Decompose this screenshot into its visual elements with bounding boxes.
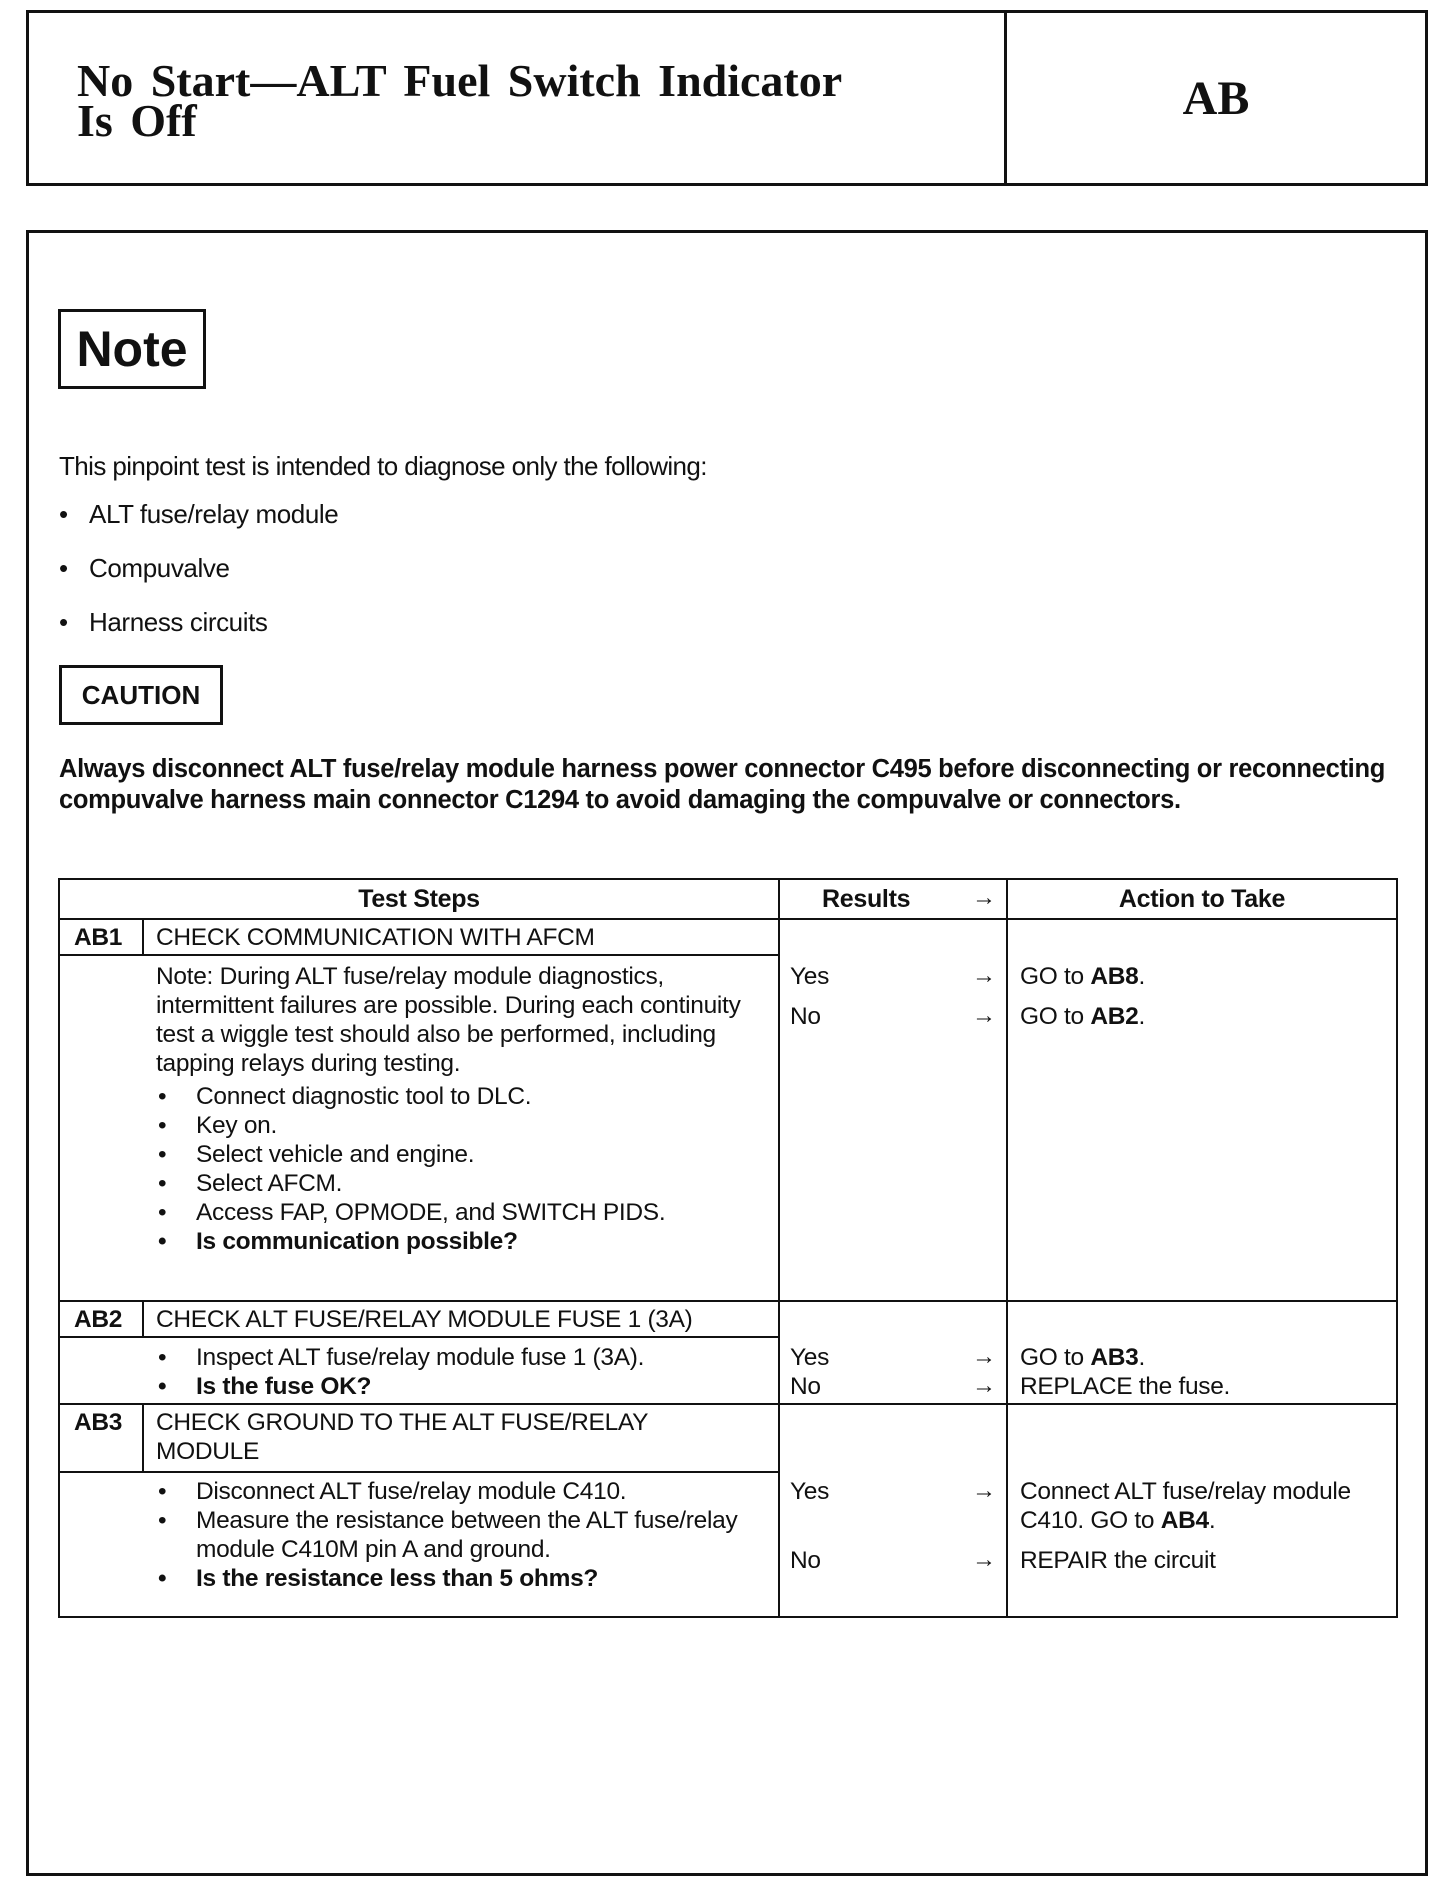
action-text: GO to AB8. [1020, 963, 1146, 990]
result-value: No [790, 1373, 821, 1400]
list-item: • Inspect ALT fuse/relay module fuse 1 (3A). [156, 1343, 756, 1372]
result-value: No [790, 1547, 821, 1574]
test-code: AB [1182, 71, 1250, 125]
arrow-icon: → [972, 1546, 996, 1573]
list-item: • Access FAP, OPMODE, and SWITCH PIDS. [156, 1198, 756, 1227]
divider [60, 1336, 778, 1338]
action-text: GO to AB3. [1020, 1344, 1146, 1371]
divider [60, 1403, 1396, 1405]
divider [60, 918, 1396, 920]
content-panel [26, 230, 1428, 1876]
list-item: • ALT fuse/relay module [59, 499, 339, 529]
step-body [156, 1343, 756, 1401]
page-title-line1: No Start—ALT Fuel Switch Indicator [77, 55, 843, 106]
step-title: CHECK ALT FUSE/RELAY MODULE FUSE 1 (3A) [156, 1306, 693, 1333]
result-value: Yes [790, 963, 830, 990]
page-header [26, 10, 1428, 186]
list-item: • Connect diagnostic tool to DLC. [156, 1082, 756, 1111]
test-steps-table [58, 878, 1398, 1618]
divider [142, 918, 144, 954]
page-title [29, 13, 1007, 183]
action-text: GO to AB2. [1020, 1003, 1146, 1030]
list-item: • Select vehicle and engine. [156, 1140, 756, 1169]
divider [778, 880, 780, 1616]
action-text: REPLACE the fuse. [1020, 1373, 1231, 1400]
step-body [156, 962, 756, 1256]
step-question: • Is the resistance less than 5 ohms? [156, 1564, 756, 1593]
result-value: No [790, 1003, 821, 1030]
divider [142, 1300, 144, 1336]
arrow-icon: → [972, 1002, 996, 1029]
action-text: REPAIR the circuit [1020, 1547, 1216, 1574]
arrow-icon: → [972, 1343, 996, 1370]
note-label: Note [58, 309, 206, 389]
caution-text: Always disconnect ALT fuse/relay module harness power connector C495 before disconnecting or reconnecting compuvalve harness main connector C1294 to avoid damaging the compuvalve or connectors. [59, 755, 1385, 814]
list-item: • Compuvalve [59, 553, 230, 583]
step-title: CHECK GROUND TO THE ALT FUSE/RELAY MODULE [156, 1409, 648, 1465]
step-code: AB3 [74, 1409, 123, 1436]
note-intro: This pinpoint test is intended to diagnose only the following: [59, 451, 707, 481]
divider [142, 1403, 144, 1471]
divider [60, 1471, 778, 1473]
step-body [156, 1477, 756, 1593]
step-code: AB2 [74, 1306, 123, 1333]
result-value: Yes [790, 1344, 830, 1371]
list-item: • Harness circuits [59, 607, 268, 637]
step-note: Note: During ALT fuse/relay module diagnostics, intermittent failures are possible. During each continuity test a wiggle test should also be performed, including tapping relays during testing. [156, 963, 741, 1077]
step-question: • Is the fuse OK? [156, 1372, 756, 1401]
step-list [156, 1477, 756, 1593]
arrow-icon: → [972, 962, 996, 989]
list-item: • Key on. [156, 1111, 756, 1140]
result-value: Yes [790, 1478, 830, 1505]
page-title-line2: Is Off [77, 95, 197, 146]
action-text: Connect ALT fuse/relay module C410. GO to AB4. [1020, 1478, 1351, 1534]
arrow-icon: → [972, 1477, 996, 1504]
note-list [59, 499, 338, 661]
list-item: • Disconnect ALT fuse/relay module C410. [156, 1477, 756, 1506]
arrow-icon: → [972, 884, 996, 911]
step-list [156, 1343, 756, 1401]
step-question: • Is communication possible? [156, 1227, 756, 1256]
col-header-action: Action to Take [1118, 885, 1286, 913]
col-header-results: Results [822, 885, 911, 913]
divider [60, 1300, 1396, 1302]
col-header-test-steps: Test Steps [358, 885, 480, 913]
divider [1006, 880, 1008, 1616]
arrow-icon: → [972, 1372, 996, 1399]
list-item: • Select AFCM. [156, 1169, 756, 1198]
step-list [156, 1082, 756, 1256]
step-code: AB1 [74, 924, 123, 951]
step-title: CHECK COMMUNICATION WITH AFCM [156, 924, 595, 951]
caution-label: CAUTION [59, 665, 223, 725]
divider [60, 954, 778, 956]
list-item: • Measure the resistance between the ALT fuse/relay module C410M pin A and ground. [156, 1506, 756, 1564]
